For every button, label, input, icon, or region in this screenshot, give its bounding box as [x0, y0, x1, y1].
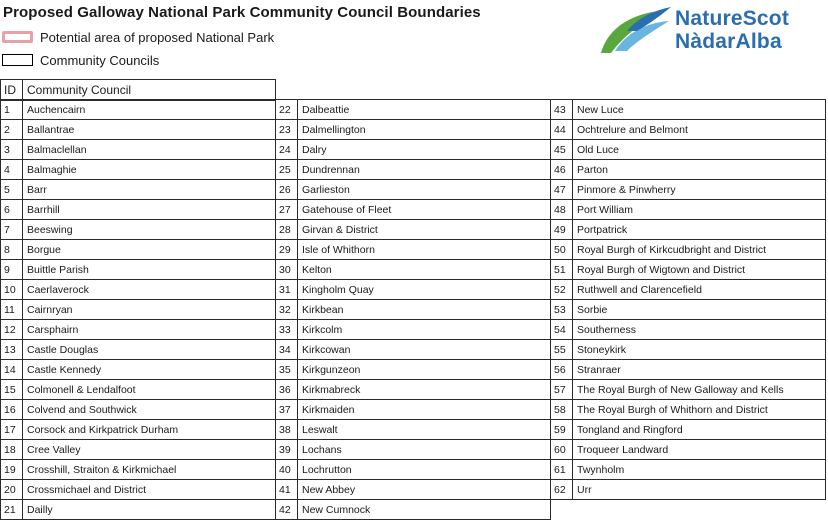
- row-community-council: Ballantrae: [23, 120, 276, 140]
- row-community-council: Parton: [573, 160, 826, 180]
- row-id: 50: [551, 240, 573, 260]
- legend-cc-label: Community Councils: [40, 52, 160, 68]
- row-community-council: Port William: [573, 200, 826, 220]
- row-id: 30: [276, 260, 298, 280]
- row-community-council: Dailly: [23, 500, 276, 520]
- row-community-council: Dalry: [298, 140, 551, 160]
- table-row: [551, 200, 826, 220]
- row-community-council: Royal Burgh of Kirkcudbright and District: [573, 240, 826, 260]
- row-id: 56: [551, 360, 573, 380]
- table-row: [276, 220, 551, 240]
- row-id: 3: [1, 140, 23, 160]
- legend-community-councils: [2, 52, 159, 68]
- table-row: [551, 140, 826, 160]
- row-community-council: Caerlaverock: [23, 280, 276, 300]
- table-row: [1, 320, 276, 340]
- table-row: [551, 300, 826, 320]
- table-row: [1, 500, 276, 520]
- table-row: [551, 280, 826, 300]
- table-row: [551, 340, 826, 360]
- row-id: 6: [1, 200, 23, 220]
- row-community-council: Kirkcowan: [298, 340, 551, 360]
- table-row: [1, 260, 276, 280]
- table-row: [551, 440, 826, 460]
- row-community-council: Buittle Parish: [23, 260, 276, 280]
- row-id: 45: [551, 140, 573, 160]
- row-community-council: Tongland and Ringford: [573, 420, 826, 440]
- row-id: 28: [276, 220, 298, 240]
- table-row: [551, 320, 826, 340]
- table-row: [276, 100, 551, 120]
- row-community-council: Auchencairn: [23, 100, 276, 120]
- row-id: 23: [276, 120, 298, 140]
- table-row: [276, 480, 551, 500]
- table-row: [1, 420, 276, 440]
- row-id: 12: [1, 320, 23, 340]
- row-community-council: Kirkmaiden: [298, 400, 551, 420]
- row-id: 40: [276, 460, 298, 480]
- legend-park-label: Potential area of proposed National Park: [40, 29, 275, 45]
- row-id: 19: [1, 460, 23, 480]
- row-community-council: Southerness: [573, 320, 826, 340]
- row-id: 62: [551, 480, 573, 500]
- row-id: 55: [551, 340, 573, 360]
- row-id: 29: [276, 240, 298, 260]
- park-outline-swatch: [2, 31, 33, 43]
- table-row: [276, 340, 551, 360]
- row-id: 41: [276, 480, 298, 500]
- table-row: [551, 360, 826, 380]
- row-community-council: Barr: [23, 180, 276, 200]
- row-community-council: Royal Burgh of Wigtown and District: [573, 260, 826, 280]
- row-community-council: Isle of Whithorn: [298, 240, 551, 260]
- table-row: [276, 320, 551, 340]
- table-row: [1, 360, 276, 380]
- row-community-council: Twynholm: [573, 460, 826, 480]
- header-community-council: Community Council: [23, 80, 276, 101]
- row-id: 48: [551, 200, 573, 220]
- row-id: 2: [1, 120, 23, 140]
- row-id: 11: [1, 300, 23, 320]
- row-id: 25: [276, 160, 298, 180]
- logo-line-2: NàdarAlba: [675, 30, 782, 53]
- table-row: [276, 260, 551, 280]
- row-id: 13: [1, 340, 23, 360]
- logo-line-1: NatureScot: [675, 7, 790, 30]
- table-row: [551, 460, 826, 480]
- table-row: [276, 240, 551, 260]
- table-row: [1, 120, 276, 140]
- legend-park: [2, 29, 274, 45]
- row-id: 5: [1, 180, 23, 200]
- row-community-council: Cree Valley: [23, 440, 276, 460]
- table-row: [551, 240, 826, 260]
- row-community-council: Troqueer Landward: [573, 440, 826, 460]
- row-community-council: Carsphairn: [23, 320, 276, 340]
- table-row: [1, 300, 276, 320]
- row-id: 31: [276, 280, 298, 300]
- row-community-council: Gatehouse of Fleet: [298, 200, 551, 220]
- table-row: [276, 500, 551, 520]
- table-header: [0, 79, 276, 101]
- table-row: [551, 400, 826, 420]
- table-row: [1, 480, 276, 500]
- header-id: ID: [1, 80, 23, 101]
- naturescot-leaf-icon: [597, 5, 673, 55]
- table-row: [551, 160, 826, 180]
- row-community-council: Lochans: [298, 440, 551, 460]
- row-community-council: Cairnryan: [23, 300, 276, 320]
- table-row: [551, 260, 826, 280]
- row-community-council: Castle Douglas: [23, 340, 276, 360]
- row-community-council: Castle Kennedy: [23, 360, 276, 380]
- row-id: 22: [276, 100, 298, 120]
- row-community-council: Sorbie: [573, 300, 826, 320]
- table-row: [1, 280, 276, 300]
- row-community-council: Corsock and Kirkpatrick Durham: [23, 420, 276, 440]
- community-council-swatch: [2, 54, 33, 66]
- row-id: 34: [276, 340, 298, 360]
- row-id: 53: [551, 300, 573, 320]
- table-row: [276, 280, 551, 300]
- table-row: [276, 420, 551, 440]
- row-id: 52: [551, 280, 573, 300]
- row-community-council: Lochrutton: [298, 460, 551, 480]
- row-community-council: Colvend and Southwick: [23, 400, 276, 420]
- table-row: [276, 180, 551, 200]
- row-id: 43: [551, 100, 573, 120]
- row-id: 58: [551, 400, 573, 420]
- row-community-council: Kelton: [298, 260, 551, 280]
- row-id: 57: [551, 380, 573, 400]
- row-id: 7: [1, 220, 23, 240]
- row-community-council: Garlieston: [298, 180, 551, 200]
- row-id: 10: [1, 280, 23, 300]
- row-community-council: Kingholm Quay: [298, 280, 551, 300]
- table-row: [1, 180, 276, 200]
- row-community-council: New Luce: [573, 100, 826, 120]
- row-id: 42: [276, 500, 298, 520]
- page-title: Proposed Galloway National Park Community Council Boundaries: [3, 4, 481, 21]
- table-row: [551, 380, 826, 400]
- row-community-council: New Abbey: [298, 480, 551, 500]
- row-community-council: Ruthwell and Clarencefield: [573, 280, 826, 300]
- logo-wordmark: [675, 7, 825, 53]
- table-row: [551, 480, 826, 500]
- row-id: 35: [276, 360, 298, 380]
- table-row: [276, 400, 551, 420]
- row-id: 9: [1, 260, 23, 280]
- table-row: [276, 460, 551, 480]
- row-community-council: Barrhill: [23, 200, 276, 220]
- table-row: [276, 160, 551, 180]
- table-row: [551, 180, 826, 200]
- row-id: 18: [1, 440, 23, 460]
- row-community-council: Girvan & District: [298, 220, 551, 240]
- row-community-council: Stranraer: [573, 360, 826, 380]
- row-community-council: Crossmichael and District: [23, 480, 276, 500]
- table-row: [276, 200, 551, 220]
- table-row: [1, 160, 276, 180]
- table-row: [1, 220, 276, 240]
- row-id: 60: [551, 440, 573, 460]
- row-community-council: Stoneykirk: [573, 340, 826, 360]
- table-row: [1, 400, 276, 420]
- table-row: [1, 380, 276, 400]
- row-id: 46: [551, 160, 573, 180]
- table-row: [276, 380, 551, 400]
- row-community-council: Kirkcolm: [298, 320, 551, 340]
- row-id: 15: [1, 380, 23, 400]
- council-table-col-2: [275, 99, 551, 520]
- row-community-council: Balmaclellan: [23, 140, 276, 160]
- row-id: 51: [551, 260, 573, 280]
- table-row: [1, 200, 276, 220]
- row-community-council: Kirkgunzeon: [298, 360, 551, 380]
- row-id: 37: [276, 400, 298, 420]
- row-id: 21: [1, 500, 23, 520]
- row-id: 27: [276, 200, 298, 220]
- table-row: [551, 420, 826, 440]
- row-community-council: Borgue: [23, 240, 276, 260]
- table-row: [276, 120, 551, 140]
- row-id: 14: [1, 360, 23, 380]
- table-row: [276, 300, 551, 320]
- naturescot-logo: [597, 5, 825, 57]
- row-id: 26: [276, 180, 298, 200]
- row-community-council: Dalmellington: [298, 120, 551, 140]
- row-community-council: Colmonell & Lendalfoot: [23, 380, 276, 400]
- row-id: 44: [551, 120, 573, 140]
- row-community-council: Urr: [573, 480, 826, 500]
- row-id: 49: [551, 220, 573, 240]
- row-community-council: Dundrennan: [298, 160, 551, 180]
- row-community-council: Old Luce: [573, 140, 826, 160]
- row-id: 4: [1, 160, 23, 180]
- row-community-council: New Cumnock: [298, 500, 551, 520]
- table-row: [1, 460, 276, 480]
- row-id: 16: [1, 400, 23, 420]
- row-id: 24: [276, 140, 298, 160]
- row-community-council: The Royal Burgh of Whithorn and District: [573, 400, 826, 420]
- table-row: [1, 340, 276, 360]
- row-id: 32: [276, 300, 298, 320]
- table-row: [276, 440, 551, 460]
- row-id: 33: [276, 320, 298, 340]
- row-community-council: Pinmore & Pinwherry: [573, 180, 826, 200]
- row-id: 59: [551, 420, 573, 440]
- council-table-col-3: [550, 99, 826, 500]
- table-row: [551, 100, 826, 120]
- row-id: 1: [1, 100, 23, 120]
- row-id: 39: [276, 440, 298, 460]
- row-community-council: The Royal Burgh of New Galloway and Kells: [573, 380, 826, 400]
- row-community-council: Dalbeattie: [298, 100, 551, 120]
- row-community-council: Portpatrick: [573, 220, 826, 240]
- council-table-col-1: [0, 99, 276, 520]
- row-id: 20: [1, 480, 23, 500]
- table-row: [276, 140, 551, 160]
- row-community-council: Ochtrelure and Belmont: [573, 120, 826, 140]
- row-id: 61: [551, 460, 573, 480]
- row-id: 8: [1, 240, 23, 260]
- row-id: 38: [276, 420, 298, 440]
- row-community-council: Kirkmabreck: [298, 380, 551, 400]
- table-row: [1, 440, 276, 460]
- row-community-council: Balmaghie: [23, 160, 276, 180]
- table-row: [1, 240, 276, 260]
- row-community-council: Crosshill, Straiton & Kirkmichael: [23, 460, 276, 480]
- row-community-council: Leswalt: [298, 420, 551, 440]
- row-id: 47: [551, 180, 573, 200]
- table-row: [551, 220, 826, 240]
- table-row: [1, 100, 276, 120]
- row-community-council: Kirkbean: [298, 300, 551, 320]
- table-row: [276, 360, 551, 380]
- row-community-council: Beeswing: [23, 220, 276, 240]
- table-row: [551, 120, 826, 140]
- row-id: 54: [551, 320, 573, 340]
- table-row: [1, 140, 276, 160]
- row-id: 17: [1, 420, 23, 440]
- row-id: 36: [276, 380, 298, 400]
